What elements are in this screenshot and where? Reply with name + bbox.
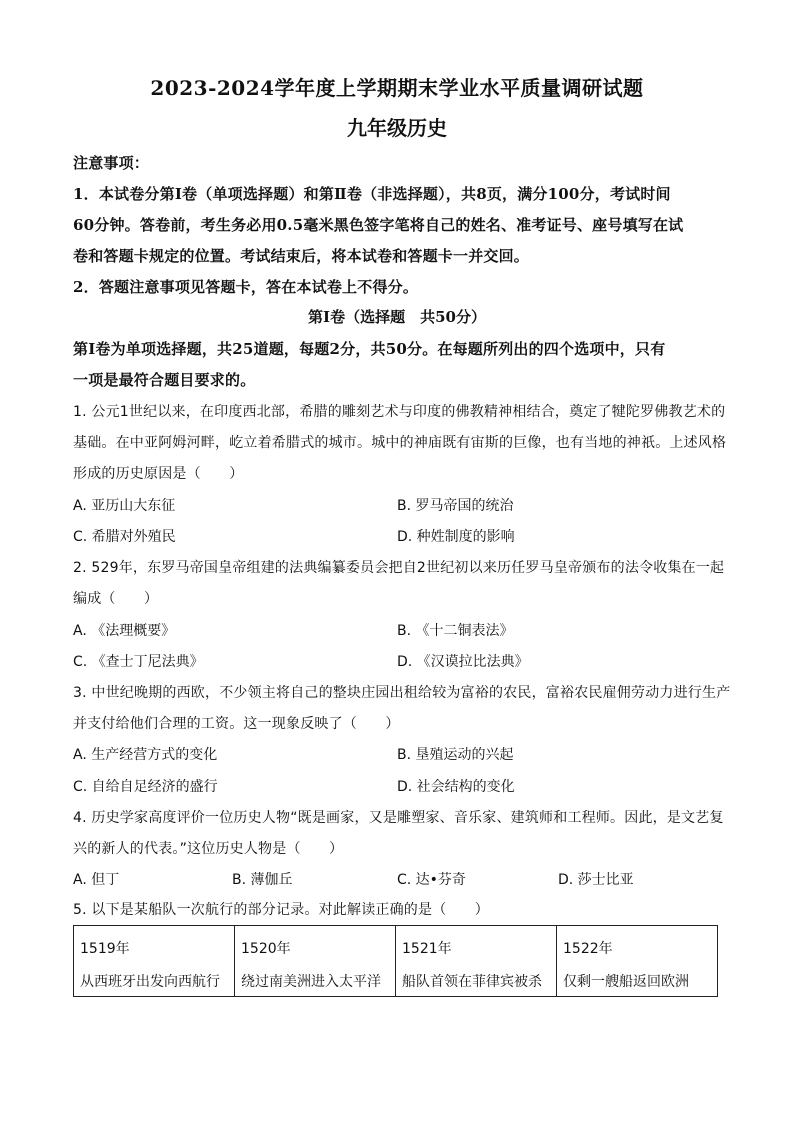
exam-title: 2023-2024学年度上学期期末学业水平质量调研试题 xyxy=(150,76,644,100)
section-1-title: 第Ⅰ卷（选择题 共50分） xyxy=(308,308,486,326)
question-2-option-c: C. 《查士丁尼法典》 xyxy=(73,654,204,670)
question-2-option-d: D. 《汉谟拉比法典》 xyxy=(397,654,529,670)
question-1-option-a: A. 亚历山大东征 xyxy=(73,498,176,514)
question-5-line-1: 5. 以下是某船队一次航行的部分记录。对此解读正确的是（ ） xyxy=(73,902,490,918)
notes-heading: 注意事项： xyxy=(73,154,150,172)
question-3-option-a: A. 生产经营方式的变化 xyxy=(73,747,218,763)
question-1-option-b: B. 罗马帝国的统治 xyxy=(397,498,514,514)
voyage-year: 1520年 xyxy=(241,941,291,957)
question-2-option-b: B. 《十二铜表法》 xyxy=(397,623,514,639)
question-2-line-1: 2. 529年，东罗马帝国皇帝组建的法典编纂委员会把自2世纪初以来历任罗马皇帝颁布的法令收集在一起 xyxy=(73,560,725,576)
table-cell xyxy=(557,926,718,997)
voyage-event: 绕过南美洲进入太平洋 xyxy=(241,974,381,990)
question-4-option-b: B. 薄伽丘 xyxy=(232,872,293,888)
voyage-record-table xyxy=(73,925,718,997)
voyage-event: 从西班牙出发向西航行 xyxy=(80,974,220,990)
table-row xyxy=(74,926,718,997)
section-1-intro-line-1: 第Ⅰ卷为单项选择题，共25道题，每题2分，共50分。在每题所列出的四个选项中，只有 xyxy=(73,340,666,358)
voyage-event: 仅剩一艘船返回欧洲 xyxy=(563,974,689,990)
voyage-year: 1522年 xyxy=(563,941,613,957)
question-1-option-c: C. 希腊对外殖民 xyxy=(73,529,176,545)
question-2-option-a: A. 《法理概要》 xyxy=(73,623,176,639)
question-4-option-c: C. 达•芬奇 xyxy=(397,872,466,888)
question-1-line-3: 形成的历史原因是（ ） xyxy=(73,466,244,482)
question-4-line-2: 兴的新人的代表。”这位历史人物是（ ） xyxy=(73,841,344,857)
question-3-line-1: 3. 中世纪晚期的西欧，不少领主将自己的整块庄园出租给较为富裕的农民，富裕农民雇佣劳动力进行生产 xyxy=(73,685,731,701)
exam-subtitle: 九年级历史 xyxy=(347,116,447,140)
section-1-intro-line-2: 一项是最符合题目要求的。 xyxy=(73,371,256,389)
question-1-line-1: 1. 公元1世纪以来，在印度西北部，希腊的雕刻艺术与印度的佛教精神相结合，奠定了犍陀罗佛教艺术的 xyxy=(73,404,726,420)
question-3-option-c: C. 自给自足经济的盛行 xyxy=(73,779,218,795)
notes-item-1-line-1: 1．本试卷分第Ⅰ卷（单项选择题）和第Ⅱ卷（非选择题），共8页，满分100分，考试时间 xyxy=(73,185,671,203)
notes-item-1-line-2: 60分钟。答卷前，考生务必用0.5毫米黑色签字笔将自己的姓名、准考证号、座号填写在试 xyxy=(73,216,684,234)
table-cell xyxy=(235,926,396,997)
question-1-option-d: D. 种姓制度的影响 xyxy=(397,529,515,545)
table-cell xyxy=(74,926,235,997)
question-3-option-b: B. 垦殖运动的兴起 xyxy=(397,747,514,763)
notes-item-1-line-3: 卷和答题卡规定的位置。考试结束后，将本试卷和答题卡一并交回。 xyxy=(73,247,530,265)
voyage-event: 船队首领在菲律宾被杀 xyxy=(402,974,542,990)
table-cell xyxy=(396,926,557,997)
question-4-line-1: 4. 历史学家高度评价一位历史人物“既是画家，又是雕塑家、音乐家、建筑师和工程师。因此，是文艺复 xyxy=(73,810,724,826)
question-4-option-d: D. 莎士比亚 xyxy=(558,872,634,888)
question-1-line-2: 基础。在中亚阿姆河畔，屹立着希腊式的城市。城中的神庙既有宙斯的巨像，也有当地的神祇。上述风格 xyxy=(73,435,727,451)
question-3-option-d: D. 社会结构的变化 xyxy=(397,779,515,795)
voyage-year: 1521年 xyxy=(402,941,452,957)
notes-item-2: 2．答题注意事项见答题卡，答在本试卷上不得分。 xyxy=(73,278,419,296)
question-2-line-2: 编成（ ） xyxy=(73,591,159,607)
question-3-line-2: 并支付给他们合理的工资。这一现象反映了（ ） xyxy=(73,716,400,732)
voyage-year: 1519年 xyxy=(80,941,130,957)
question-4-option-a: A. 但丁 xyxy=(73,872,120,888)
